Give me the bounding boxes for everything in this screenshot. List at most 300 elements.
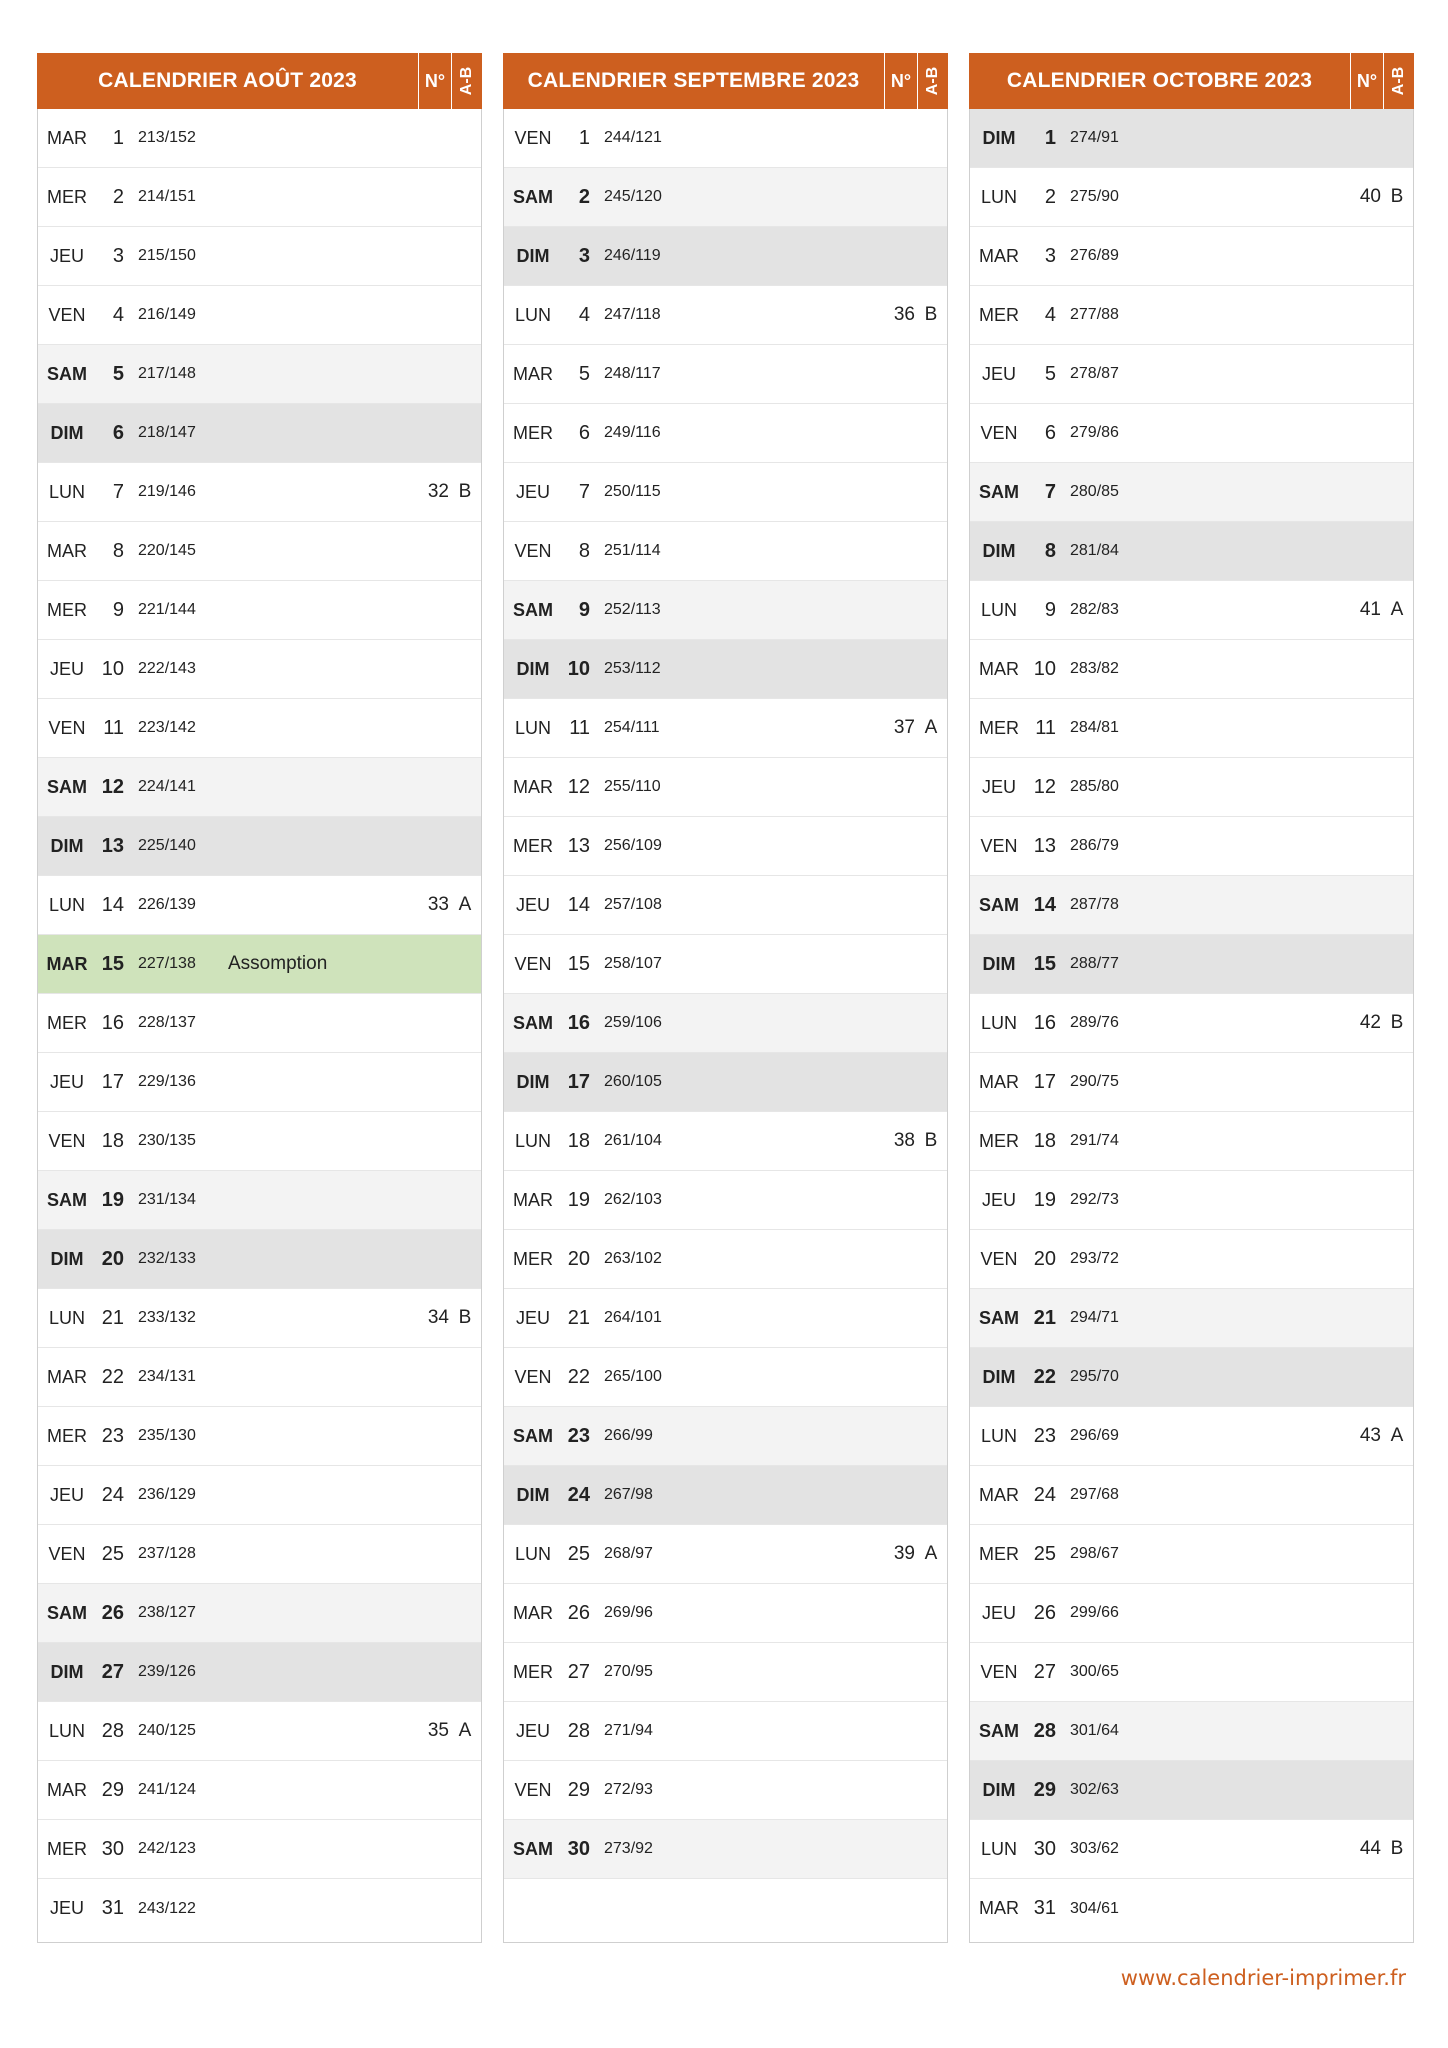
day-of-year: 283/82 <box>1070 660 1119 677</box>
day-number: 10 <box>567 657 590 680</box>
day-number: 19 <box>101 1188 124 1211</box>
weekday-label: JEU <box>515 1720 550 1741</box>
weekday-label: VEN <box>514 127 552 148</box>
day-number: 14 <box>101 893 124 916</box>
day-of-year: 301/64 <box>1070 1722 1119 1739</box>
weekday-label: JEU <box>49 1071 84 1092</box>
weekday-label: JEU <box>981 776 1016 797</box>
day-of-year: 273/92 <box>604 1840 653 1857</box>
day-row <box>504 1407 947 1466</box>
day-number: 10 <box>101 657 124 680</box>
day-number: 18 <box>101 1129 124 1152</box>
day-number: 7 <box>112 480 124 503</box>
weekday-label: SAM <box>979 1720 1019 1741</box>
weekday-label: MAR <box>979 1071 1019 1092</box>
weekday-label: VEN <box>514 1779 552 1800</box>
day-row <box>970 935 1413 994</box>
day-of-year: 261/104 <box>604 1132 662 1149</box>
weekday-label: DIM <box>516 245 550 266</box>
week-number: 36 <box>893 304 915 325</box>
ab-week-column-header <box>917 53 948 109</box>
day-of-year: 233/132 <box>138 1309 196 1326</box>
day-number: 18 <box>567 1129 590 1152</box>
day-row <box>38 1820 481 1879</box>
day-of-year: 255/110 <box>604 778 661 795</box>
ab-week-label: B <box>1390 1012 1404 1033</box>
day-row <box>504 1053 947 1112</box>
day-row <box>504 168 947 227</box>
day-of-year: 304/61 <box>1070 1899 1119 1917</box>
day-row <box>504 1466 947 1525</box>
ab-week-column-header <box>1383 53 1414 109</box>
day-number: 2 <box>1044 185 1056 208</box>
day-of-year: 250/115 <box>604 483 661 500</box>
day-number: 27 <box>101 1660 124 1683</box>
week-number: 35 <box>427 1720 449 1741</box>
day-row <box>38 699 481 758</box>
weekday-label: SAM <box>513 1012 553 1033</box>
weekday-label: SAM <box>47 363 87 384</box>
day-list <box>504 109 947 1938</box>
day-row <box>38 168 481 227</box>
day-row <box>38 463 481 522</box>
day-of-year: 222/143 <box>138 660 196 677</box>
day-number: 15 <box>101 952 124 975</box>
weekday-label: JEU <box>515 1307 550 1328</box>
day-of-year: 265/100 <box>604 1368 662 1385</box>
day-row <box>38 1761 481 1820</box>
day-number: 6 <box>1044 421 1056 444</box>
week-number: 43 <box>1359 1425 1381 1446</box>
day-row <box>970 1702 1413 1761</box>
day-number: 28 <box>567 1719 590 1742</box>
ab-week-column-label: A-B <box>1390 66 1407 96</box>
day-row <box>504 1171 947 1230</box>
day-row <box>504 640 947 699</box>
day-row <box>38 1230 481 1289</box>
day-number: 27 <box>567 1660 590 1683</box>
day-number: 16 <box>567 1011 590 1034</box>
day-row <box>970 1407 1413 1466</box>
day-number: 15 <box>1033 952 1056 975</box>
day-of-year: 247/118 <box>604 306 661 323</box>
day-of-year: 223/142 <box>138 719 196 736</box>
month-october <box>969 53 1414 1943</box>
day-of-year: 285/80 <box>1070 778 1119 795</box>
day-row <box>504 1643 947 1702</box>
weekday-label: VEN <box>48 1543 86 1564</box>
day-of-year: 294/71 <box>1070 1309 1119 1326</box>
day-number: 8 <box>1044 539 1056 562</box>
day-number: 30 <box>567 1837 590 1860</box>
day-row <box>38 640 481 699</box>
day-of-year: 234/131 <box>138 1368 196 1385</box>
weekday-label: VEN <box>514 540 552 561</box>
day-of-year: 274/91 <box>1070 129 1119 146</box>
day-row <box>970 286 1413 345</box>
day-row <box>504 1289 947 1348</box>
day-of-year: 258/107 <box>604 955 662 972</box>
weekday-label: LUN <box>514 304 551 325</box>
day-row <box>504 935 947 994</box>
ab-week-label: A <box>1390 1425 1404 1446</box>
day-number: 28 <box>1033 1719 1056 1742</box>
day-number: 5 <box>578 362 590 385</box>
day-number: 1 <box>112 126 124 149</box>
day-number: 19 <box>567 1188 590 1211</box>
weekday-label: SAM <box>513 1838 553 1859</box>
weekday-label: DIM <box>50 422 84 443</box>
day-of-year: 237/128 <box>138 1545 196 1562</box>
day-of-year: 242/123 <box>138 1840 196 1857</box>
day-of-year: 298/67 <box>1070 1545 1119 1562</box>
day-row <box>970 1584 1413 1643</box>
day-row <box>970 699 1413 758</box>
day-number: 3 <box>112 244 124 267</box>
day-row <box>970 404 1413 463</box>
day-number: 17 <box>567 1070 590 1093</box>
day-of-year: 246/119 <box>604 247 661 264</box>
week-number-column-header: N° <box>418 53 451 109</box>
day-row <box>38 935 481 994</box>
day-row <box>504 1879 947 1938</box>
day-number: 3 <box>1044 244 1056 267</box>
day-row <box>970 109 1413 168</box>
day-of-year: 278/87 <box>1070 365 1119 382</box>
day-row <box>970 168 1413 227</box>
weekday-label: MER <box>513 1661 553 1682</box>
weekday-label: LUN <box>48 481 85 502</box>
weekday-label: MER <box>47 186 87 207</box>
day-of-year: 286/79 <box>1070 837 1119 854</box>
day-row <box>970 1820 1413 1879</box>
day-of-year: 297/68 <box>1070 1486 1119 1503</box>
day-of-year: 284/81 <box>1070 719 1119 736</box>
day-number: 26 <box>567 1601 590 1624</box>
weekday-label: MAR <box>979 658 1019 679</box>
day-of-year: 252/113 <box>604 601 661 618</box>
day-of-year: 260/105 <box>604 1073 662 1090</box>
day-number: 29 <box>567 1778 590 1801</box>
weekday-label: JEU <box>49 1898 84 1918</box>
day-row <box>970 1761 1413 1820</box>
day-number: 22 <box>101 1365 124 1388</box>
weekday-label: MAR <box>513 1602 553 1623</box>
day-row <box>38 1348 481 1407</box>
day-number: 30 <box>1033 1837 1056 1860</box>
day-of-year: 243/122 <box>138 1899 196 1917</box>
ab-week-label: B <box>924 1130 938 1151</box>
weekday-label: VEN <box>980 835 1018 856</box>
weekday-label: MER <box>513 835 553 856</box>
day-row <box>38 109 481 168</box>
weekday-label: DIM <box>50 835 84 856</box>
day-row <box>38 817 481 876</box>
weekday-label: SAM <box>513 1425 553 1446</box>
weekday-label: DIM <box>516 1071 550 1092</box>
weekday-label: DIM <box>50 1661 84 1682</box>
month-september <box>503 53 948 1943</box>
weekday-label: DIM <box>982 953 1016 974</box>
day-number: 24 <box>1033 1483 1056 1506</box>
day-of-year: 217/148 <box>138 365 196 382</box>
day-row <box>504 286 947 345</box>
day-of-year: 235/130 <box>138 1427 196 1444</box>
day-row <box>504 699 947 758</box>
day-of-year: 231/134 <box>138 1191 196 1208</box>
day-row <box>970 1053 1413 1112</box>
day-list <box>970 109 1413 1938</box>
day-number: 8 <box>112 539 124 562</box>
weekday-label: LUN <box>980 1012 1017 1033</box>
month-header <box>969 53 1414 109</box>
day-of-year: 254/111 <box>604 719 660 736</box>
day-of-year: 226/139 <box>138 896 196 913</box>
day-number: 11 <box>1035 716 1056 739</box>
day-of-year: 241/124 <box>138 1781 196 1798</box>
weekday-label: SAM <box>47 1602 87 1623</box>
day-of-year: 276/89 <box>1070 247 1119 264</box>
weekday-label: MER <box>979 1543 1019 1564</box>
day-of-year: 249/116 <box>604 424 661 441</box>
day-row <box>970 227 1413 286</box>
day-row <box>970 1643 1413 1702</box>
day-of-year: 280/85 <box>1070 483 1119 500</box>
month-title: CALENDRIER AOÛT 2023 <box>98 69 357 92</box>
day-number: 23 <box>1033 1424 1056 1447</box>
week-number: 38 <box>893 1130 915 1151</box>
day-number: 2 <box>578 185 590 208</box>
day-number: 25 <box>101 1542 124 1565</box>
day-of-year: 303/62 <box>1070 1840 1119 1857</box>
day-of-year: 228/137 <box>138 1014 196 1031</box>
week-number: 34 <box>427 1307 449 1328</box>
day-number: 13 <box>101 834 124 857</box>
day-of-year: 291/74 <box>1070 1132 1119 1149</box>
weekday-label: JEU <box>981 363 1016 384</box>
weekday-label: DIM <box>982 127 1016 148</box>
ab-week-label: B <box>1390 1838 1404 1859</box>
day-number: 22 <box>1033 1365 1056 1388</box>
day-number: 8 <box>578 539 590 562</box>
day-of-year: 240/125 <box>138 1722 196 1739</box>
weekday-label: MAR <box>979 1898 1019 1918</box>
day-of-year: 219/146 <box>138 483 196 500</box>
day-number: 25 <box>1033 1542 1056 1565</box>
weekday-label: DIM <box>982 1779 1016 1800</box>
weekday-label: LUN <box>980 1425 1017 1446</box>
day-number: 16 <box>101 1011 124 1034</box>
day-number: 11 <box>569 716 590 739</box>
day-of-year: 295/70 <box>1070 1368 1119 1385</box>
day-row <box>504 1761 947 1820</box>
weekday-label: LUN <box>980 1838 1017 1859</box>
weekday-label: MAR <box>513 363 553 384</box>
day-number: 12 <box>101 775 124 798</box>
weekday-label: MAR <box>47 540 87 561</box>
day-row <box>970 1230 1413 1289</box>
day-row <box>504 109 947 168</box>
day-row <box>38 758 481 817</box>
day-number: 12 <box>567 775 590 798</box>
week-number: 41 <box>1359 599 1381 620</box>
week-number-column-header: N° <box>884 53 917 109</box>
weekday-label: MAR <box>46 953 88 974</box>
day-number: 21 <box>567 1306 590 1329</box>
day-row <box>970 876 1413 935</box>
day-row <box>504 1702 947 1761</box>
event-label: Assomption <box>228 953 328 974</box>
day-of-year: 262/103 <box>604 1191 662 1208</box>
day-row <box>970 1879 1413 1938</box>
day-of-year: 293/72 <box>1070 1250 1119 1267</box>
day-row <box>504 227 947 286</box>
day-number: 26 <box>101 1601 124 1624</box>
week-number: 33 <box>427 894 449 915</box>
day-row <box>504 404 947 463</box>
day-of-year: 267/98 <box>604 1486 653 1503</box>
weekday-label: SAM <box>979 894 1019 915</box>
day-number: 31 <box>1033 1897 1056 1919</box>
weekday-label: SAM <box>47 776 87 797</box>
day-number: 7 <box>1044 480 1056 503</box>
weekday-label: DIM <box>982 1366 1016 1387</box>
week-number: 40 <box>1359 186 1381 207</box>
day-row <box>38 1171 481 1230</box>
day-number: 20 <box>567 1247 590 1270</box>
footer-link[interactable]: www.calendrier-imprimer.fr <box>1120 1966 1406 1990</box>
day-number: 9 <box>112 598 124 621</box>
day-row <box>504 1525 947 1584</box>
day-number: 4 <box>1044 303 1056 326</box>
day-of-year: 269/96 <box>604 1604 653 1621</box>
day-row <box>38 1466 481 1525</box>
day-of-year: 299/66 <box>1070 1604 1119 1621</box>
day-row <box>504 1112 947 1171</box>
day-number: 10 <box>1033 657 1056 680</box>
day-row <box>970 581 1413 640</box>
day-row <box>970 1525 1413 1584</box>
day-of-year: 271/94 <box>604 1722 653 1739</box>
day-row <box>504 1820 947 1879</box>
day-number: 25 <box>567 1542 590 1565</box>
weekday-label: VEN <box>980 1661 1018 1682</box>
day-number: 31 <box>101 1897 124 1919</box>
day-of-year: 263/102 <box>604 1250 662 1267</box>
day-number: 15 <box>567 952 590 975</box>
day-of-year: 221/144 <box>138 601 196 618</box>
day-of-year: 214/151 <box>138 188 196 205</box>
day-number: 23 <box>567 1424 590 1447</box>
day-number: 1 <box>1044 126 1056 149</box>
day-of-year: 238/127 <box>138 1604 196 1621</box>
weekday-label: LUN <box>514 1130 551 1151</box>
day-row <box>970 345 1413 404</box>
weekday-label: MAR <box>979 245 1019 266</box>
day-number: 4 <box>578 303 590 326</box>
day-row <box>504 1230 947 1289</box>
day-number: 30 <box>101 1837 124 1860</box>
day-number: 14 <box>567 893 590 916</box>
day-number: 18 <box>1033 1129 1056 1152</box>
day-of-year: 251/114 <box>604 542 661 559</box>
ab-week-label: B <box>1390 186 1404 207</box>
weekday-label: LUN <box>514 1543 551 1564</box>
day-row <box>38 522 481 581</box>
day-of-year: 248/117 <box>604 365 661 382</box>
day-number: 9 <box>578 598 590 621</box>
day-of-year: 213/152 <box>138 129 196 146</box>
day-of-year: 244/121 <box>604 129 662 146</box>
day-number: 17 <box>1033 1070 1056 1093</box>
day-number: 4 <box>112 303 124 326</box>
day-number: 12 <box>1033 775 1056 798</box>
day-number: 23 <box>101 1424 124 1447</box>
weekday-label: LUN <box>48 894 85 915</box>
day-number: 17 <box>101 1070 124 1093</box>
day-number: 11 <box>103 716 124 739</box>
day-row <box>970 758 1413 817</box>
day-row <box>970 1289 1413 1348</box>
weekday-label: LUN <box>514 717 551 738</box>
day-row <box>504 817 947 876</box>
weekday-label: SAM <box>47 1189 87 1210</box>
weekday-label: SAM <box>513 186 553 207</box>
day-number: 19 <box>1033 1188 1056 1211</box>
weekday-label: SAM <box>513 599 553 620</box>
day-row <box>504 345 947 404</box>
day-row <box>38 1407 481 1466</box>
weekday-label: VEN <box>980 1248 1018 1269</box>
day-number: 24 <box>567 1483 590 1506</box>
week-number: 39 <box>893 1543 915 1564</box>
day-row <box>38 994 481 1053</box>
day-of-year: 296/69 <box>1070 1427 1119 1444</box>
weekday-label: DIM <box>50 1248 84 1269</box>
day-of-year: 300/65 <box>1070 1663 1119 1680</box>
day-row <box>504 876 947 935</box>
day-of-year: 215/150 <box>138 247 196 264</box>
week-number: 37 <box>893 717 915 738</box>
day-number: 9 <box>1044 598 1056 621</box>
day-row <box>970 994 1413 1053</box>
week-number: 42 <box>1359 1012 1381 1033</box>
day-row <box>38 286 481 345</box>
day-of-year: 225/140 <box>138 837 196 854</box>
day-row <box>970 640 1413 699</box>
weekday-label: MAR <box>513 1189 553 1210</box>
day-row <box>38 1584 481 1643</box>
day-number: 16 <box>1033 1011 1056 1034</box>
day-number: 20 <box>1033 1247 1056 1270</box>
day-row <box>38 345 481 404</box>
weekday-label: JEU <box>981 1189 1016 1210</box>
day-row <box>504 522 947 581</box>
day-row <box>504 463 947 522</box>
weekday-label: JEU <box>49 658 84 679</box>
day-of-year: 232/133 <box>138 1250 196 1267</box>
weekday-label: LUN <box>980 186 1017 207</box>
day-row <box>38 1643 481 1702</box>
weekday-label: SAM <box>979 481 1019 502</box>
ab-week-label: A <box>458 894 472 915</box>
day-of-year: 229/136 <box>138 1073 196 1090</box>
weekday-label: VEN <box>48 1130 86 1151</box>
day-of-year: 277/88 <box>1070 306 1119 323</box>
ab-week-label: B <box>458 481 472 502</box>
weekday-label: MAR <box>47 127 87 148</box>
day-row <box>504 1348 947 1407</box>
